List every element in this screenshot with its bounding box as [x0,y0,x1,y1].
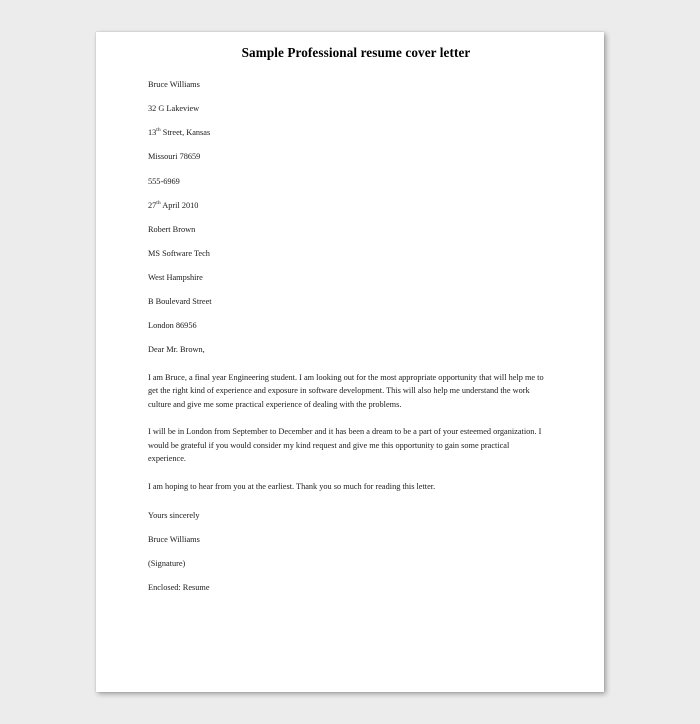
recipient-street: B Boulevard Street [148,297,212,307]
sender-address-block [148,80,552,210]
sender-street-2-ordinal: th [156,127,161,134]
page-title: Sample Professional resume cover letter [241,45,471,60]
sender-state-zip: Missouri 78659 [148,152,201,162]
document-page [96,32,604,692]
sender-phone: 555-6969 [148,176,180,186]
sender-street-2-rest: Street, Kansas [160,128,211,138]
sender-street-2 [148,128,552,138]
valediction: Yours sincerely [148,510,200,520]
body-paragraph-2: I will be in London from September to December and it has been a dream to be a part of your esteemed organization. I would be grateful if you would consider my kind request and give me this opportunity to gain some practical experience. [148,427,542,464]
signature-placeholder: (Signature) [148,559,186,569]
recipient-address-block [148,225,552,331]
letter-date-day: 27 [148,200,157,210]
sender-name: Bruce Williams [148,80,200,89]
recipient-city-zip: London 86956 [148,321,197,331]
sender-street-1: 32 G Lakeview [148,104,200,114]
closing-block [148,511,552,593]
sender-street-2-number: 13 [148,128,157,138]
letter-date-ordinal: th [156,199,161,206]
recipient-company: MS Software Tech [148,248,210,258]
letter-date [148,201,552,211]
enclosure-note: Enclosed: Resume [148,583,210,593]
body-paragraph-1: I am Bruce, a final year Engineering student. I am looking out for the most appropriate opportunity that will help me to get the right kind of experience and exposure in software development. This will also help me understand the work culture and give me some practical experience of dealing with the problems. [148,372,544,409]
cover-letter-content [148,45,552,607]
recipient-region: West Hampshire [148,273,203,282]
recipient-name: Robert Brown [148,224,196,234]
letter-date-rest: April 2010 [160,200,199,210]
signer-name: Bruce Williams [148,535,200,545]
body-paragraph-3: I am hoping to hear from you at the earliest. Thank you so much for reading this letter. [148,481,436,491]
salutation: Dear Mr. Brown, [148,345,205,355]
